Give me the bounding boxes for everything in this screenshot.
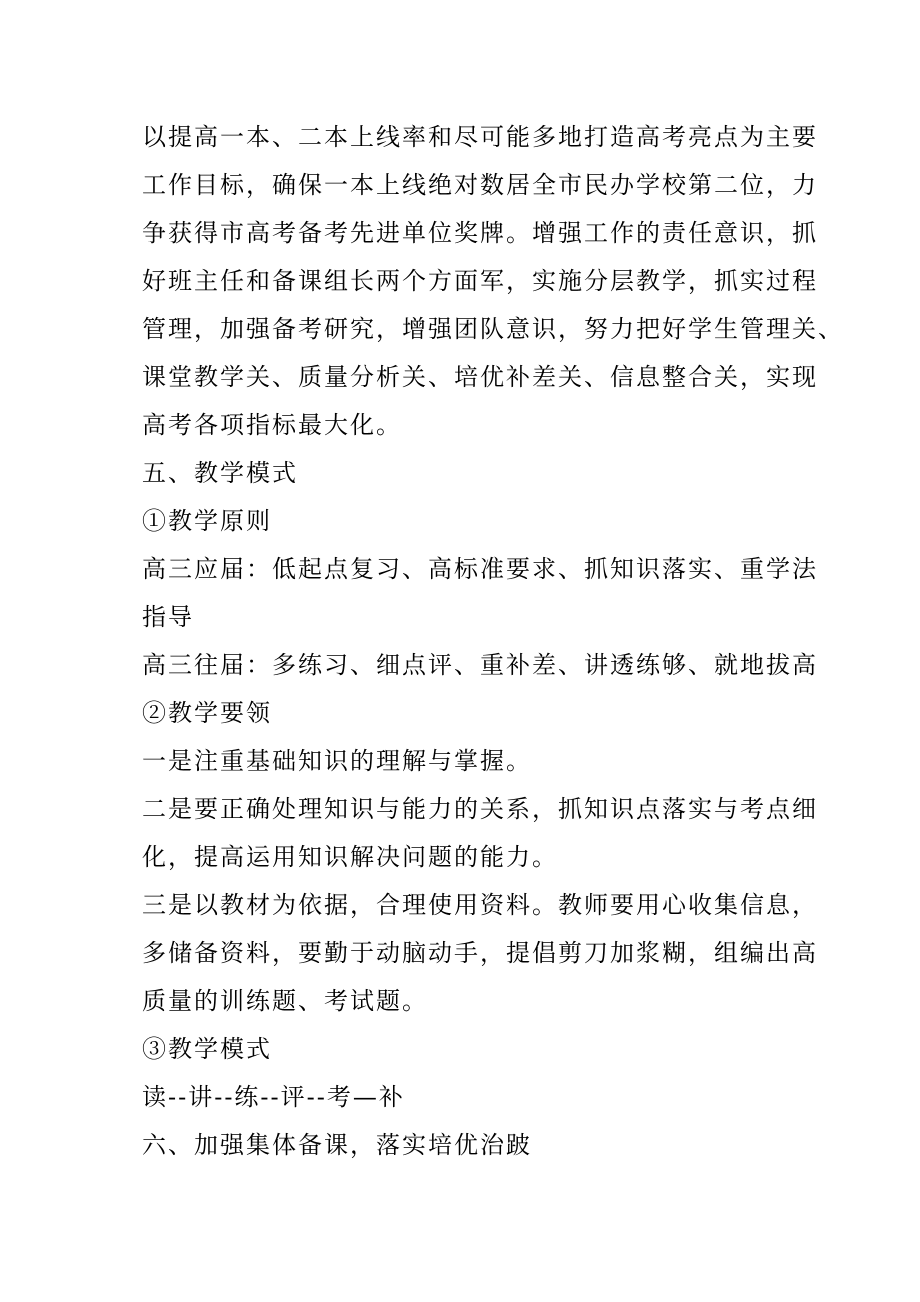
subsection-heading: ③教学模式 bbox=[142, 1035, 272, 1063]
paragraph-line: 化，提高运用知识解决问题的能力。 bbox=[142, 843, 558, 871]
paragraph-line: 读--讲--练--评--考—补 bbox=[142, 1083, 405, 1111]
document-body bbox=[142, 113, 844, 1169]
subsection-heading: ①教学原则 bbox=[142, 507, 272, 535]
paragraph-line: 高三应届：低起点复习、高标准要求、抓知识落实、重学法 bbox=[142, 555, 818, 583]
paragraph-line: 管理，加强备考研究，增强团队意识，努力把好学生管理关、 bbox=[142, 315, 844, 343]
paragraph-line: 二是要正确处理知识与能力的关系，抓知识点落实与考点细 bbox=[142, 795, 818, 823]
paragraph-line: 高三往届：多练习、细点评、重补差、讲透练够、就地拔高 bbox=[142, 651, 818, 679]
paragraph-line: 一是注重基础知识的理解与掌握。 bbox=[142, 747, 532, 775]
paragraph-line: 指导 bbox=[142, 603, 194, 631]
paragraph-line: 高考各项指标最大化。 bbox=[142, 411, 402, 439]
paragraph-line: 三是以教材为依据，合理使用资料。教师要用心收集信息， bbox=[142, 891, 818, 919]
subsection-heading: ②教学要领 bbox=[142, 699, 272, 727]
paragraph-line: 质量的训练题、考试题。 bbox=[142, 987, 428, 1015]
paragraph-line: 以提高一本、二本上线率和尽可能多地打造高考亮点为主要 bbox=[142, 123, 818, 151]
paragraph-line: 争获得市高考备考先进单位奖牌。增强工作的责任意识，抓 bbox=[142, 219, 818, 247]
paragraph-line: 工作目标，确保一本上线绝对数居全市民办学校第二位，力 bbox=[142, 171, 818, 199]
paragraph-line: 多储备资料，要勤于动脑动手，提倡剪刀加浆糊，组编出高 bbox=[142, 939, 818, 967]
paragraph-line: 好班主任和备课组长两个方面军，实施分层教学，抓实过程 bbox=[142, 267, 818, 295]
paragraph-line: 课堂教学关、质量分析关、培优补差关、信息整合关，实现 bbox=[142, 363, 818, 391]
section-heading: 六、加强集体备课，落实培优治跛 bbox=[142, 1131, 532, 1159]
section-heading: 五、教学模式 bbox=[142, 459, 298, 487]
